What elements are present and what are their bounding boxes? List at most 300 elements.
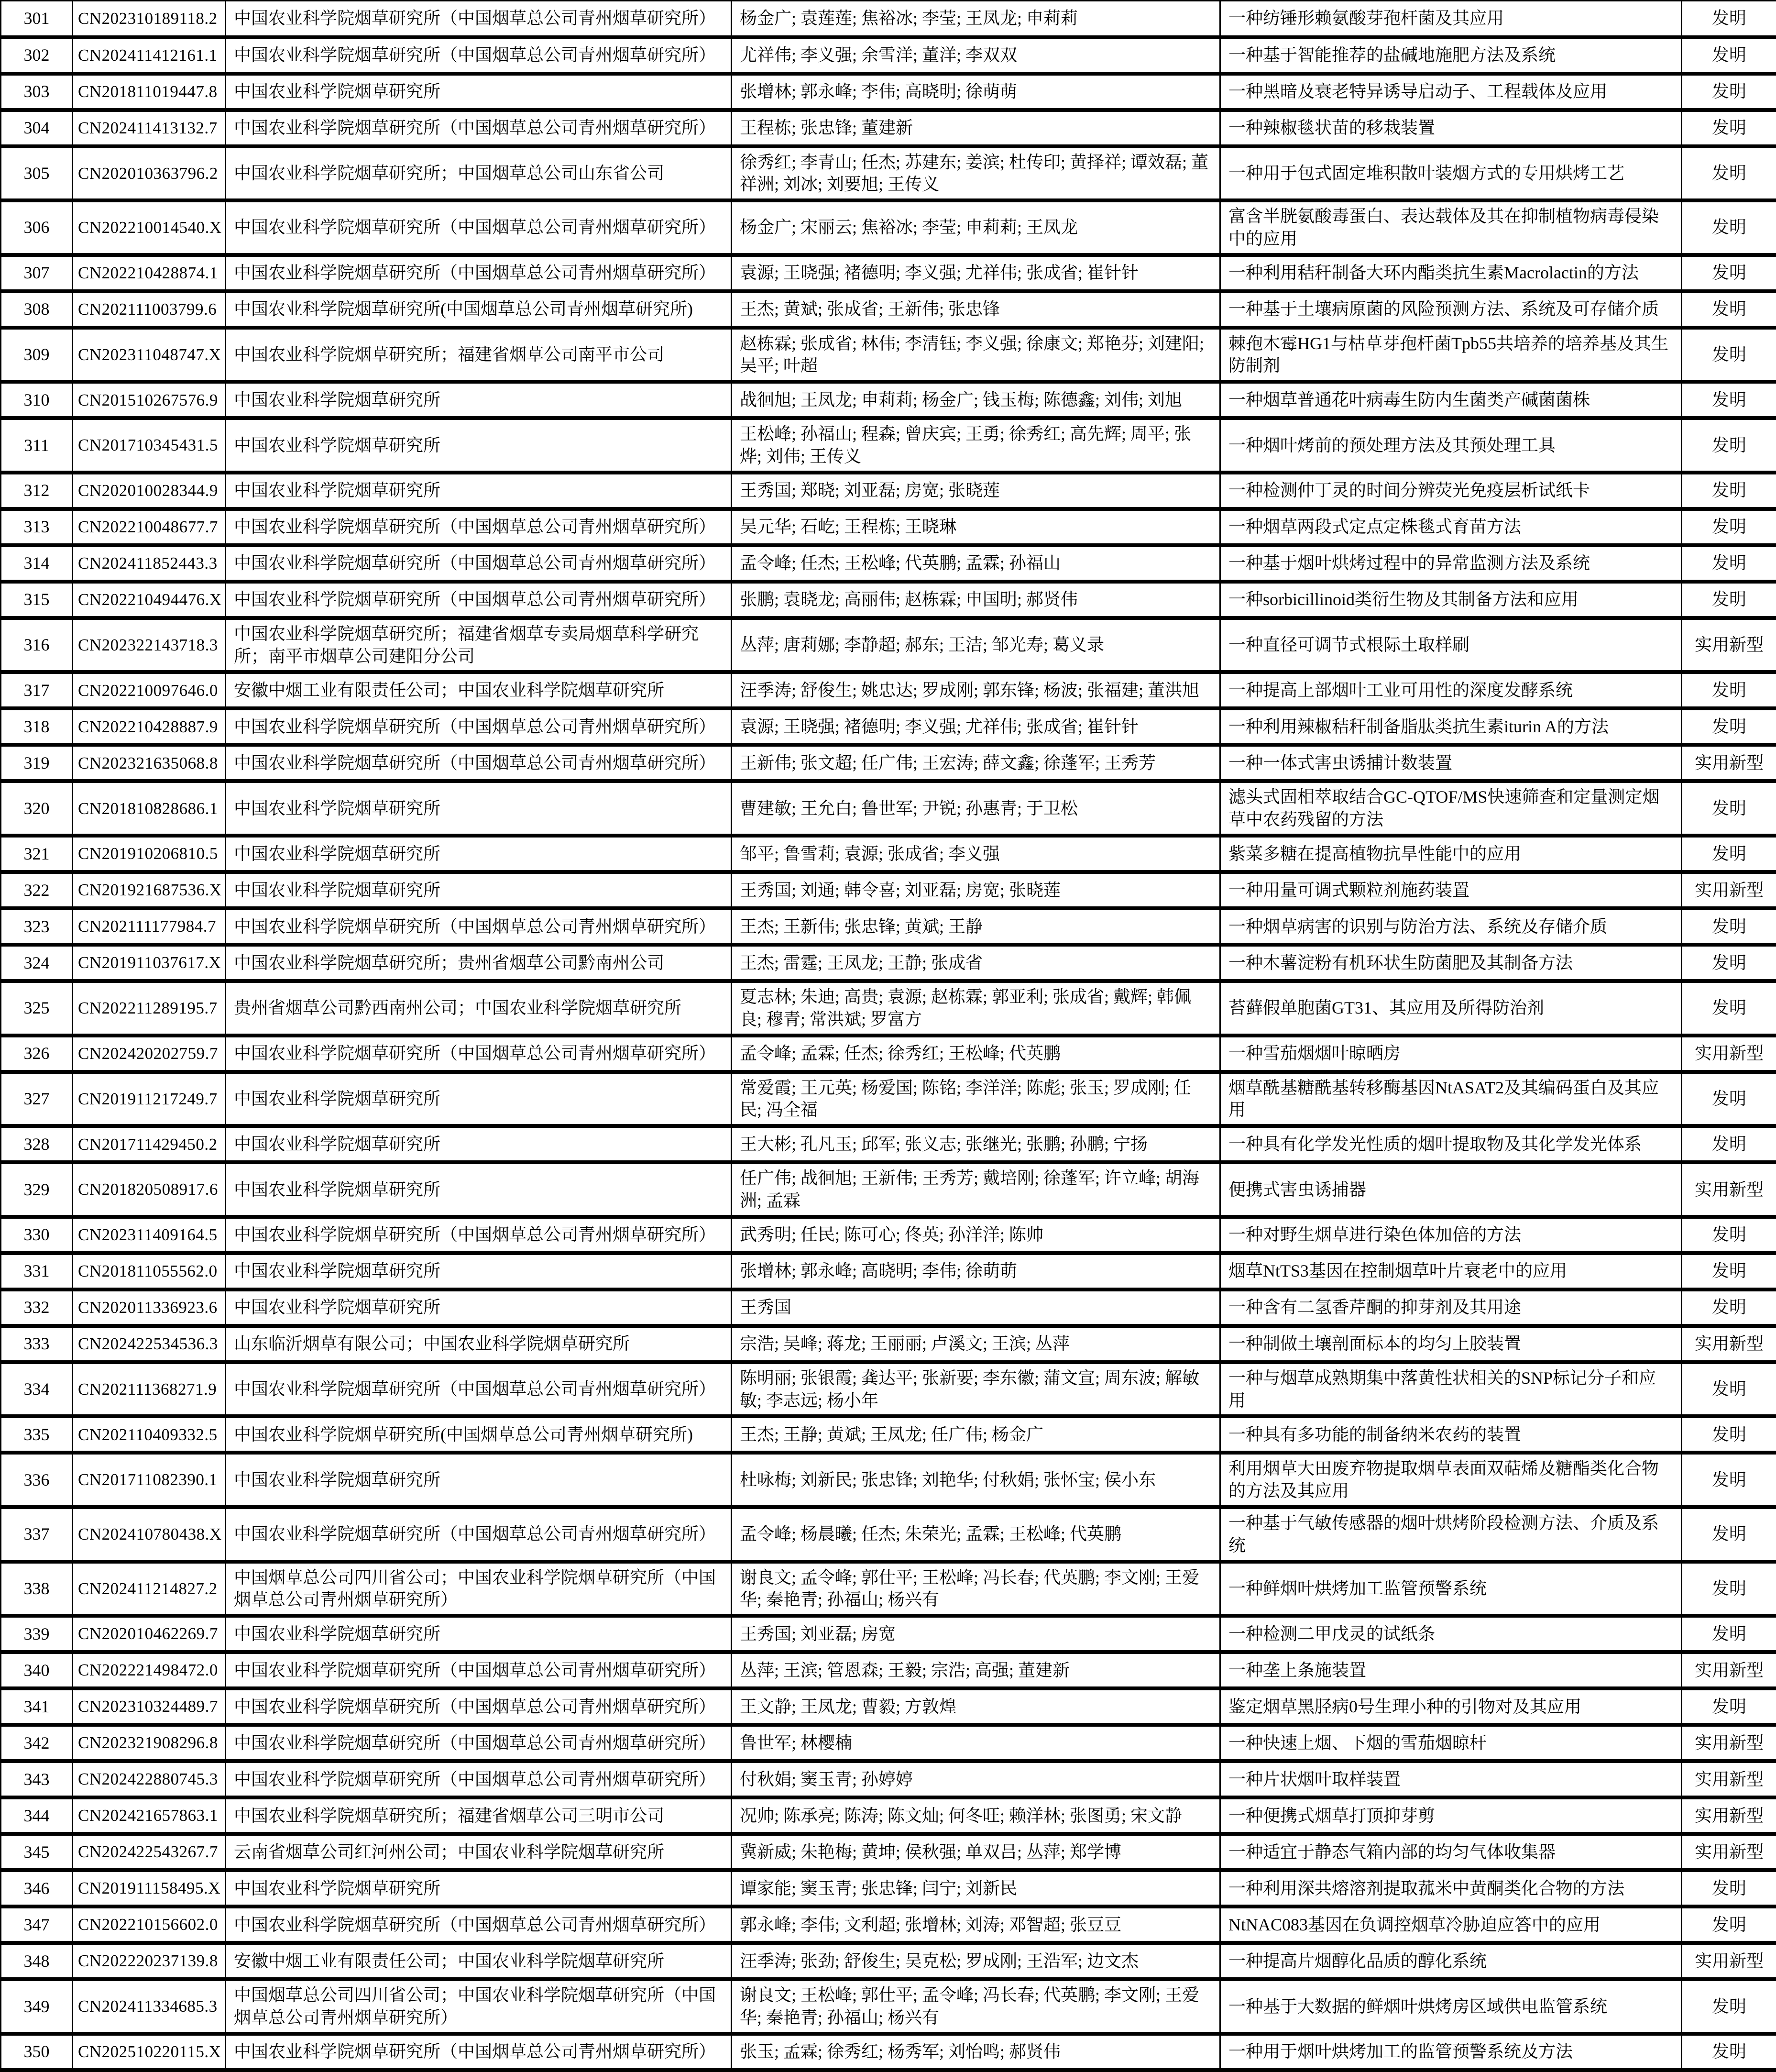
inventors-cell: 袁源; 王晓强; 褚德明; 李义强; 尤祥伟; 张成省; 崔针针 bbox=[732, 255, 1220, 291]
applicant-cell: 安徽中烟工业有限责任公司；中国农业科学院烟草研究所 bbox=[226, 672, 732, 708]
patent-type-cell: 发明 bbox=[1682, 291, 1776, 328]
title-cell: 一种利用辣椒秸秆制备脂肽类抗生素iturin A的方法 bbox=[1220, 708, 1682, 745]
title-cell: 一种便携式烟草打顶抑芽剪 bbox=[1220, 1797, 1682, 1834]
row-number-cell: 310 bbox=[1, 382, 73, 418]
patent-id-cell: CN202422880745.3 bbox=[73, 1761, 226, 1797]
applicant-cell: 中国农业科学院烟草研究所（中国烟草总公司青州烟草研究所） bbox=[226, 1761, 732, 1797]
row-number-cell: 348 bbox=[1, 1943, 73, 1979]
table-row bbox=[1, 1162, 1776, 1217]
patent-type-cell: 发明 bbox=[1682, 1907, 1776, 1943]
row-number-cell: 344 bbox=[1, 1797, 73, 1834]
row-number-cell: 332 bbox=[1, 1289, 73, 1326]
row-number-cell: 345 bbox=[1, 1834, 73, 1870]
table-row bbox=[1, 1036, 1776, 1072]
inventors-cell: 汪季涛; 张劲; 舒俊生; 吴克松; 罗成刚; 王浩军; 边文杰 bbox=[732, 1943, 1220, 1979]
inventors-cell: 赵栋霖; 张成省; 林伟; 李清钰; 李义强; 徐康文; 郑艳芬; 刘建阳; 吴平; 叶超 bbox=[732, 328, 1220, 382]
applicant-cell: 中国农业科学院烟草研究所；中国烟草总公司山东省公司 bbox=[226, 146, 732, 201]
applicant-cell: 云南省烟草公司红河州公司；中国农业科学院烟草研究所 bbox=[226, 1834, 732, 1870]
patent-type-cell: 实用新型 bbox=[1682, 1036, 1776, 1072]
title-cell: 一种基于智能推荐的盐碱地施肥方法及系统 bbox=[1220, 37, 1682, 74]
patent-id-cell: CN201910206810.5 bbox=[73, 836, 226, 872]
patent-type-cell: 发明 bbox=[1682, 836, 1776, 872]
title-cell: 一种垄上条施装置 bbox=[1220, 1652, 1682, 1688]
table-row bbox=[1, 1217, 1776, 1253]
patent-id-cell: CN202210048677.7 bbox=[73, 509, 226, 545]
title-cell: 一种提高上部烟叶工业可用性的深度发酵系统 bbox=[1220, 672, 1682, 708]
row-number-cell: 318 bbox=[1, 708, 73, 745]
table-row bbox=[1, 1725, 1776, 1761]
applicant-cell: 中国烟草总公司四川省公司；中国农业科学院烟草研究所（中国烟草总公司青州烟草研究所） bbox=[226, 1562, 732, 1616]
row-number-cell: 342 bbox=[1, 1725, 73, 1761]
patent-id-cell: CN202010363796.2 bbox=[73, 146, 226, 201]
inventors-cell: 王秀国 bbox=[732, 1289, 1220, 1326]
applicant-cell: 贵州省烟草公司黔西南州公司；中国农业科学院烟草研究所 bbox=[226, 981, 732, 1036]
table-row bbox=[1, 672, 1776, 708]
patent-id-cell: CN202411334685.3 bbox=[73, 1979, 226, 2034]
table-row bbox=[1, 1979, 1776, 2034]
patent-type-cell: 实用新型 bbox=[1682, 1943, 1776, 1979]
patent-id-cell: CN201711082390.1 bbox=[73, 1453, 226, 1507]
table-row bbox=[1, 1507, 1776, 1562]
patent-id-cell: CN202211289195.7 bbox=[73, 981, 226, 1036]
row-number-cell: 323 bbox=[1, 908, 73, 945]
inventors-cell: 王杰; 王静; 黄斌; 王凤龙; 任广伟; 杨金广 bbox=[732, 1416, 1220, 1453]
patent-id-cell: CN202110409332.5 bbox=[73, 1416, 226, 1453]
applicant-cell: 中国农业科学院烟草研究所 bbox=[226, 382, 732, 418]
title-cell: 一种直径可调节式根际土取样刷 bbox=[1220, 618, 1682, 672]
inventors-cell: 王秀国; 刘通; 韩令喜; 刘亚磊; 房宽; 张晓莲 bbox=[732, 872, 1220, 908]
title-cell: 一种与烟草成熟期集中落黄性状相关的SNP标记分子和应用 bbox=[1220, 1362, 1682, 1417]
patent-type-cell: 实用新型 bbox=[1682, 1326, 1776, 1362]
applicant-cell: 中国农业科学院烟草研究所 bbox=[226, 473, 732, 509]
row-number-cell: 333 bbox=[1, 1326, 73, 1362]
title-cell: 一种烟叶烤前的预处理方法及其预处理工具 bbox=[1220, 418, 1682, 473]
inventors-cell: 谢良文; 王松峰; 郭仕平; 孟令峰; 冯长春; 代英鹏; 李文刚; 王爱华; 秦艳青; 孙福山; 杨兴有 bbox=[732, 1979, 1220, 2034]
applicant-cell: 中国农业科学院烟草研究所（中国烟草总公司青州烟草研究所） bbox=[226, 2034, 732, 2070]
inventors-cell: 王杰; 王新伟; 张忠锋; 黄斌; 王静 bbox=[732, 908, 1220, 945]
title-cell: 一种检测二甲戊灵的试纸条 bbox=[1220, 1616, 1682, 1652]
patent-type-cell: 实用新型 bbox=[1682, 1797, 1776, 1834]
table-row bbox=[1, 1289, 1776, 1326]
table-row bbox=[1, 328, 1776, 382]
table-row bbox=[1, 1126, 1776, 1162]
patent-type-cell: 实用新型 bbox=[1682, 1834, 1776, 1870]
inventors-cell: 尤祥伟; 李义强; 余雪洋; 董洋; 李双双 bbox=[732, 37, 1220, 74]
patent-table-body bbox=[1, 1, 1776, 2070]
table-row bbox=[1, 1834, 1776, 1870]
table-row bbox=[1, 781, 1776, 836]
applicant-cell: 中国烟草总公司四川省公司；中国农业科学院烟草研究所（中国烟草总公司青州烟草研究所） bbox=[226, 1979, 732, 2034]
applicant-cell: 中国农业科学院烟草研究所 bbox=[226, 1253, 732, 1289]
inventors-cell: 王秀国; 郑晓; 刘亚磊; 房宽; 张晓莲 bbox=[732, 473, 1220, 509]
table-row bbox=[1, 418, 1776, 473]
patent-type-cell: 发明 bbox=[1682, 328, 1776, 382]
patent-id-cell: CN201921687536.X bbox=[73, 872, 226, 908]
inventors-cell: 张玉; 孟霖; 徐秀红; 杨秀军; 刘怡鸣; 郝贤伟 bbox=[732, 2034, 1220, 2070]
inventors-cell: 孟令峰; 任杰; 王松峰; 代英鹏; 孟霖; 孙福山 bbox=[732, 545, 1220, 582]
table-row bbox=[1, 291, 1776, 328]
table-row bbox=[1, 708, 1776, 745]
table-row bbox=[1, 146, 1776, 201]
patent-type-cell: 发明 bbox=[1682, 945, 1776, 981]
inventors-cell: 徐秀红; 李青山; 任杰; 苏建东; 姜滨; 杜传印; 黄择祥; 谭效磊; 董祥洲; 刘冰; 刘要旭; 王传义 bbox=[732, 146, 1220, 201]
patent-type-cell: 发明 bbox=[1682, 1362, 1776, 1417]
patent-type-cell: 发明 bbox=[1682, 672, 1776, 708]
table-row bbox=[1, 1616, 1776, 1652]
applicant-cell: 中国农业科学院烟草研究所（中国烟草总公司青州烟草研究所） bbox=[226, 745, 732, 781]
title-cell: 一种片状烟叶取样装置 bbox=[1220, 1761, 1682, 1797]
inventors-cell: 战徊旭; 王凤龙; 申莉莉; 杨金广; 钱玉梅; 陈德鑫; 刘伟; 刘旭 bbox=[732, 382, 1220, 418]
patent-type-cell: 发明 bbox=[1682, 1453, 1776, 1507]
patent-id-cell: CN202210156602.0 bbox=[73, 1907, 226, 1943]
table-row bbox=[1, 74, 1776, 110]
patent-type-cell: 发明 bbox=[1682, 1688, 1776, 1725]
inventors-cell: 谭家能; 窦玉青; 张忠锋; 闫宁; 刘新民 bbox=[732, 1870, 1220, 1907]
applicant-cell: 中国农业科学院烟草研究所 bbox=[226, 1289, 732, 1326]
patent-id-cell: CN202010462269.7 bbox=[73, 1616, 226, 1652]
applicant-cell: 中国农业科学院烟草研究所（中国烟草总公司青州烟草研究所） bbox=[226, 708, 732, 745]
patent-type-cell: 发明 bbox=[1682, 418, 1776, 473]
inventors-cell: 冀新威; 朱艳梅; 黄坤; 侯秋强; 单双吕; 丛萍; 郑学博 bbox=[732, 1834, 1220, 1870]
patent-id-cell: CN202010028344.9 bbox=[73, 473, 226, 509]
row-number-cell: 303 bbox=[1, 74, 73, 110]
table-row bbox=[1, 200, 1776, 255]
patent-id-cell: CN202322143718.3 bbox=[73, 618, 226, 672]
row-number-cell: 308 bbox=[1, 291, 73, 328]
title-cell: 烟草NtTS3基因在控制烟草叶片衰老中的应用 bbox=[1220, 1253, 1682, 1289]
patent-type-cell: 发明 bbox=[1682, 1562, 1776, 1616]
table-row bbox=[1, 110, 1776, 146]
title-cell: 一种用量可调式颗粒剂施药装置 bbox=[1220, 872, 1682, 908]
row-number-cell: 330 bbox=[1, 1217, 73, 1253]
inventors-cell: 杨金广; 袁莲莲; 焦裕冰; 李莹; 王凤龙; 申莉莉 bbox=[732, 1, 1220, 37]
table-row bbox=[1, 382, 1776, 418]
patent-type-cell: 发明 bbox=[1682, 255, 1776, 291]
row-number-cell: 347 bbox=[1, 1907, 73, 1943]
applicant-cell: 中国农业科学院烟草研究所（中国烟草总公司青州烟草研究所） bbox=[226, 545, 732, 582]
applicant-cell: 中国农业科学院烟草研究所 bbox=[226, 1453, 732, 1507]
inventors-cell: 王秀国; 刘亚磊; 房宽 bbox=[732, 1616, 1220, 1652]
patent-id-cell: CN202420202759.7 bbox=[73, 1036, 226, 1072]
title-cell: 一种具有化学发光性质的烟叶提取物及其化学发光体系 bbox=[1220, 1126, 1682, 1162]
table-row bbox=[1, 945, 1776, 981]
title-cell: NtNAC083基因在负调控烟草冷胁迫应答中的应用 bbox=[1220, 1907, 1682, 1943]
patent-id-cell: CN201710345431.5 bbox=[73, 418, 226, 473]
row-number-cell: 309 bbox=[1, 328, 73, 382]
patent-id-cell: CN201911217249.7 bbox=[73, 1072, 226, 1126]
title-cell: 鉴定烟草黑胫病0号生理小种的引物对及其应用 bbox=[1220, 1688, 1682, 1725]
patent-id-cell: CN202422534536.3 bbox=[73, 1326, 226, 1362]
applicant-cell: 山东临沂烟草有限公司；中国农业科学院烟草研究所 bbox=[226, 1326, 732, 1362]
inventors-cell: 鲁世军; 林樱楠 bbox=[732, 1725, 1220, 1761]
applicant-cell: 中国农业科学院烟草研究所 bbox=[226, 418, 732, 473]
inventors-cell: 武秀明; 任民; 陈可心; 佟英; 孙洋洋; 陈帅 bbox=[732, 1217, 1220, 1253]
table-row bbox=[1, 1, 1776, 37]
patent-id-cell: CN202411214827.2 bbox=[73, 1562, 226, 1616]
inventors-cell: 杜咏梅; 刘新民; 张忠锋; 刘艳华; 付秋娟; 张怀宝; 侯小东 bbox=[732, 1453, 1220, 1507]
applicant-cell: 中国农业科学院烟草研究所 bbox=[226, 781, 732, 836]
title-cell: 一种制做土壤剖面标本的均匀上胶装置 bbox=[1220, 1326, 1682, 1362]
patent-id-cell: CN201820508917.6 bbox=[73, 1162, 226, 1217]
row-number-cell: 329 bbox=[1, 1162, 73, 1217]
table-row bbox=[1, 1416, 1776, 1453]
patent-type-cell: 发明 bbox=[1682, 1253, 1776, 1289]
inventors-cell: 王杰; 黄斌; 张成省; 王新伟; 张忠锋 bbox=[732, 291, 1220, 328]
inventors-cell: 夏志林; 朱迪; 高贵; 袁源; 赵栋霖; 郭亚利; 张成省; 戴辉; 韩佩良; 穆青; 常洪斌; 罗富方 bbox=[732, 981, 1220, 1036]
row-number-cell: 349 bbox=[1, 1979, 73, 2034]
applicant-cell: 中国农业科学院烟草研究所 bbox=[226, 74, 732, 110]
patent-id-cell: CN202011336923.6 bbox=[73, 1289, 226, 1326]
patent-type-cell: 发明 bbox=[1682, 1072, 1776, 1126]
applicant-cell: 中国农业科学院烟草研究所（中国烟草总公司青州烟草研究所） bbox=[226, 1907, 732, 1943]
applicant-cell: 中国农业科学院烟草研究所 bbox=[226, 1072, 732, 1126]
patent-id-cell: CN202321635068.8 bbox=[73, 745, 226, 781]
patent-type-cell: 发明 bbox=[1682, 1870, 1776, 1907]
title-cell: 一种快速上烟、下烟的雪茄烟晾杆 bbox=[1220, 1725, 1682, 1761]
inventors-cell: 张增林; 郭永峰; 李伟; 高晓明; 徐萌萌 bbox=[732, 74, 1220, 110]
table-row bbox=[1, 1652, 1776, 1688]
title-cell: 烟草酰基糖酰基转移酶基因NtASAT2及其编码蛋白及其应用 bbox=[1220, 1072, 1682, 1126]
applicant-cell: 中国农业科学院烟草研究所（中国烟草总公司青州烟草研究所） bbox=[226, 582, 732, 618]
row-number-cell: 328 bbox=[1, 1126, 73, 1162]
patent-type-cell: 发明 bbox=[1682, 37, 1776, 74]
applicant-cell: 中国农业科学院烟草研究所 bbox=[226, 1126, 732, 1162]
row-number-cell: 302 bbox=[1, 37, 73, 74]
row-number-cell: 317 bbox=[1, 672, 73, 708]
title-cell: 一种纺锤形赖氨酸芽孢杆菌及其应用 bbox=[1220, 1, 1682, 37]
applicant-cell: 中国农业科学院烟草研究所（中国烟草总公司青州烟草研究所） bbox=[226, 255, 732, 291]
table-row bbox=[1, 1797, 1776, 1834]
title-cell: 一种利用深共熔溶剂提取菰米中黄酮类化合物的方法 bbox=[1220, 1870, 1682, 1907]
patent-id-cell: CN202111003799.6 bbox=[73, 291, 226, 328]
title-cell: 棘孢木霉HG1与枯草芽孢杆菌Tpb55共培养的培养基及其生防制剂 bbox=[1220, 328, 1682, 382]
table-row bbox=[1, 1688, 1776, 1725]
row-number-cell: 327 bbox=[1, 1072, 73, 1126]
title-cell: 一种具有多功能的制备纳米农药的装置 bbox=[1220, 1416, 1682, 1453]
patent-id-cell: CN202210428887.9 bbox=[73, 708, 226, 745]
patent-id-cell: CN202411852443.3 bbox=[73, 545, 226, 582]
patent-id-cell: CN201810828686.1 bbox=[73, 781, 226, 836]
row-number-cell: 339 bbox=[1, 1616, 73, 1652]
title-cell: 一种基于大数据的鲜烟叶烘烤房区域供电监管系统 bbox=[1220, 1979, 1682, 2034]
title-cell: 一种基于烟叶烘烤过程中的异常监测方法及系统 bbox=[1220, 545, 1682, 582]
row-number-cell: 335 bbox=[1, 1416, 73, 1453]
row-number-cell: 334 bbox=[1, 1362, 73, 1417]
inventors-cell: 王程栋; 张忠锋; 董建新 bbox=[732, 110, 1220, 146]
row-number-cell: 320 bbox=[1, 781, 73, 836]
applicant-cell: 中国农业科学院烟草研究所（中国烟草总公司青州烟草研究所） bbox=[226, 1507, 732, 1562]
title-cell: 一种基于气敏传感器的烟叶烘烤阶段检测方法、介质及系统 bbox=[1220, 1507, 1682, 1562]
applicant-cell: 中国农业科学院烟草研究所；福建省烟草公司南平市公司 bbox=[226, 328, 732, 382]
inventors-cell: 王大彬; 孔凡玉; 邱军; 张义志; 张继光; 张鹏; 孙鹏; 宁扬 bbox=[732, 1126, 1220, 1162]
patent-id-cell: CN202210097646.0 bbox=[73, 672, 226, 708]
applicant-cell: 中国农业科学院烟草研究所（中国烟草总公司青州烟草研究所） bbox=[226, 110, 732, 146]
row-number-cell: 307 bbox=[1, 255, 73, 291]
patent-type-cell: 发明 bbox=[1682, 1979, 1776, 2034]
applicant-cell: 中国农业科学院烟草研究所（中国烟草总公司青州烟草研究所） bbox=[226, 1688, 732, 1725]
title-cell: 一种用于烟叶烘烤加工的监管预警系统及方法 bbox=[1220, 2034, 1682, 2070]
row-number-cell: 306 bbox=[1, 200, 73, 255]
patent-type-cell: 发明 bbox=[1682, 908, 1776, 945]
table-row bbox=[1, 908, 1776, 945]
title-cell: 一种一体式害虫诱捕计数装置 bbox=[1220, 745, 1682, 781]
title-cell: 一种烟草普通花叶病毒生防内生菌类产碱菌菌株 bbox=[1220, 382, 1682, 418]
patent-id-cell: CN201911037617.X bbox=[73, 945, 226, 981]
patent-id-cell: CN202421657863.1 bbox=[73, 1797, 226, 1834]
patent-type-cell: 实用新型 bbox=[1682, 1162, 1776, 1217]
patent-id-cell: CN201811055562.0 bbox=[73, 1253, 226, 1289]
title-cell: 一种含有二氢香芹酮的抑芽剂及其用途 bbox=[1220, 1289, 1682, 1326]
inventors-cell: 宗浩; 吴峰; 蒋龙; 王丽丽; 卢溪文; 王滨; 丛萍 bbox=[732, 1326, 1220, 1362]
row-number-cell: 341 bbox=[1, 1688, 73, 1725]
patent-id-cell: CN201811019447.8 bbox=[73, 74, 226, 110]
inventors-cell: 丛萍; 唐莉娜; 李静超; 郝东; 王洁; 邹光寿; 葛义录 bbox=[732, 618, 1220, 672]
patent-id-cell: CN201711429450.2 bbox=[73, 1126, 226, 1162]
applicant-cell: 中国农业科学院烟草研究所（中国烟草总公司青州烟草研究所） bbox=[226, 1652, 732, 1688]
table-row bbox=[1, 255, 1776, 291]
applicant-cell: 中国农业科学院烟草研究所；福建省烟草专卖局烟草科学研究所；南平市烟草公司建阳分公司 bbox=[226, 618, 732, 672]
patent-type-cell: 发明 bbox=[1682, 200, 1776, 255]
inventors-cell: 丛萍; 王滨; 管恩森; 王毅; 宗浩; 高强; 董建新 bbox=[732, 1652, 1220, 1688]
patent-id-cell: CN202411413132.7 bbox=[73, 110, 226, 146]
inventors-cell: 汪季涛; 舒俊生; 姚忠达; 罗成刚; 郭东锋; 杨波; 张福建; 董洪旭 bbox=[732, 672, 1220, 708]
row-number-cell: 322 bbox=[1, 872, 73, 908]
applicant-cell: 中国农业科学院烟草研究所；贵州省烟草公司黔南州公司 bbox=[226, 945, 732, 981]
patent-type-cell: 实用新型 bbox=[1682, 872, 1776, 908]
row-number-cell: 313 bbox=[1, 509, 73, 545]
title-cell: 一种鲜烟叶烘烤加工监管预警系统 bbox=[1220, 1562, 1682, 1616]
row-number-cell: 337 bbox=[1, 1507, 73, 1562]
row-number-cell: 326 bbox=[1, 1036, 73, 1072]
title-cell: 苔藓假单胞菌GT31、其应用及所得防治剂 bbox=[1220, 981, 1682, 1036]
patent-id-cell: CN202410780438.X bbox=[73, 1507, 226, 1562]
patent-id-cell: CN201911158495.X bbox=[73, 1870, 226, 1907]
inventors-cell: 袁源; 王晓强; 褚德明; 李义强; 尤祥伟; 张成省; 崔针针 bbox=[732, 708, 1220, 745]
patent-id-cell: CN202310189118.2 bbox=[73, 1, 226, 37]
title-cell: 一种木薯淀粉有机环状生防菌肥及其制备方法 bbox=[1220, 945, 1682, 981]
row-number-cell: 336 bbox=[1, 1453, 73, 1507]
patent-type-cell: 发明 bbox=[1682, 110, 1776, 146]
patent-id-cell: CN202210494476.X bbox=[73, 582, 226, 618]
row-number-cell: 319 bbox=[1, 745, 73, 781]
patent-type-cell: 发明 bbox=[1682, 1, 1776, 37]
patent-type-cell: 发明 bbox=[1682, 1289, 1776, 1326]
table-row bbox=[1, 836, 1776, 872]
row-number-cell: 343 bbox=[1, 1761, 73, 1797]
applicant-cell: 中国农业科学院烟草研究所（中国烟草总公司青州烟草研究所） bbox=[226, 1217, 732, 1253]
patent-type-cell: 实用新型 bbox=[1682, 745, 1776, 781]
inventors-cell: 吴元华; 石屹; 王程栋; 王晓琳 bbox=[732, 509, 1220, 545]
applicant-cell: 中国农业科学院烟草研究所（中国烟草总公司青州烟草研究所） bbox=[226, 509, 732, 545]
applicant-cell: 中国农业科学院烟草研究所(中国烟草总公司青州烟草研究所) bbox=[226, 1416, 732, 1453]
table-row bbox=[1, 2034, 1776, 2070]
patent-type-cell: 发明 bbox=[1682, 708, 1776, 745]
row-number-cell: 315 bbox=[1, 582, 73, 618]
row-number-cell: 301 bbox=[1, 1, 73, 37]
row-number-cell: 316 bbox=[1, 618, 73, 672]
inventors-cell: 谢良文; 孟令峰; 郭仕平; 王松峰; 冯长春; 代英鹏; 李文刚; 王爱华; 秦艳青; 孙福山; 杨兴有 bbox=[732, 1562, 1220, 1616]
table-row bbox=[1, 473, 1776, 509]
patent-id-cell: CN202411412161.1 bbox=[73, 37, 226, 74]
title-cell: 一种检测仲丁灵的时间分辨荧光免疫层析试纸卡 bbox=[1220, 473, 1682, 509]
applicant-cell: 中国农业科学院烟草研究所；福建省烟草公司三明市公司 bbox=[226, 1797, 732, 1834]
row-number-cell: 325 bbox=[1, 981, 73, 1036]
patent-id-cell: CN202310324489.7 bbox=[73, 1688, 226, 1725]
title-cell: 一种用于包式固定堆积散叶装烟方式的专用烘烤工艺 bbox=[1220, 146, 1682, 201]
applicant-cell: 中国农业科学院烟草研究所（中国烟草总公司青州烟草研究所） bbox=[226, 908, 732, 945]
table-row bbox=[1, 1326, 1776, 1362]
title-cell: 滤头式固相萃取结合GC-QTOF/MS快速筛查和定量测定烟草中农药残留的方法 bbox=[1220, 781, 1682, 836]
patent-type-cell: 发明 bbox=[1682, 582, 1776, 618]
title-cell: 一种sorbicillinoid类衍生物及其制备方法和应用 bbox=[1220, 582, 1682, 618]
title-cell: 利用烟草大田废弃物提取烟草表面双萜烯及糖酯类化合物的方法及其应用 bbox=[1220, 1453, 1682, 1507]
row-number-cell: 314 bbox=[1, 545, 73, 582]
row-number-cell: 324 bbox=[1, 945, 73, 981]
title-cell: 一种烟草病害的识别与防治方法、系统及存储介质 bbox=[1220, 908, 1682, 945]
patent-type-cell: 发明 bbox=[1682, 1507, 1776, 1562]
title-cell: 一种黑暗及衰老特异诱导启动子、工程载体及应用 bbox=[1220, 74, 1682, 110]
applicant-cell: 中国农业科学院烟草研究所（中国烟草总公司青州烟草研究所） bbox=[226, 1036, 732, 1072]
patent-type-cell: 发明 bbox=[1682, 2034, 1776, 2070]
title-cell: 一种对野生烟草进行染色体加倍的方法 bbox=[1220, 1217, 1682, 1253]
patent-id-cell: CN202220237139.8 bbox=[73, 1943, 226, 1979]
table-row bbox=[1, 1761, 1776, 1797]
patent-type-cell: 发明 bbox=[1682, 473, 1776, 509]
title-cell: 一种雪茄烟烟叶晾晒房 bbox=[1220, 1036, 1682, 1072]
patent-type-cell: 实用新型 bbox=[1682, 1761, 1776, 1797]
title-cell: 紫菜多糖在提高植物抗旱性能中的应用 bbox=[1220, 836, 1682, 872]
row-number-cell: 305 bbox=[1, 146, 73, 201]
patent-type-cell: 发明 bbox=[1682, 545, 1776, 582]
inventors-cell: 张增林; 郭永峰; 高晓明; 李伟; 徐萌萌 bbox=[732, 1253, 1220, 1289]
applicant-cell: 安徽中烟工业有限责任公司；中国农业科学院烟草研究所 bbox=[226, 1943, 732, 1979]
inventors-cell: 王新伟; 张文超; 任广伟; 王宏涛; 薛文鑫; 徐蓬军; 王秀芳 bbox=[732, 745, 1220, 781]
table-row bbox=[1, 981, 1776, 1036]
applicant-cell: 中国农业科学院烟草研究所 bbox=[226, 1162, 732, 1217]
patent-type-cell: 实用新型 bbox=[1682, 1725, 1776, 1761]
row-number-cell: 312 bbox=[1, 473, 73, 509]
inventors-cell: 张鹏; 袁晓龙; 高丽伟; 赵栋霖; 申国明; 郝贤伟 bbox=[732, 582, 1220, 618]
inventors-cell: 王文静; 王凤龙; 曹毅; 方敦煌 bbox=[732, 1688, 1220, 1725]
title-cell: 一种辣椒毯状苗的移栽装置 bbox=[1220, 110, 1682, 146]
patent-id-cell: CN202422543267.7 bbox=[73, 1834, 226, 1870]
applicant-cell: 中国农业科学院烟草研究所 bbox=[226, 836, 732, 872]
table-row bbox=[1, 872, 1776, 908]
inventors-cell: 孟令峰; 孟霖; 任杰; 徐秀红; 王松峰; 代英鹏 bbox=[732, 1036, 1220, 1072]
patent-type-cell: 发明 bbox=[1682, 981, 1776, 1036]
patent-type-cell: 发明 bbox=[1682, 1416, 1776, 1453]
inventors-cell: 杨金广; 宋丽云; 焦裕冰; 李莹; 申莉莉; 王凤龙 bbox=[732, 200, 1220, 255]
applicant-cell: 中国农业科学院烟草研究所（中国烟草总公司青州烟草研究所） bbox=[226, 1362, 732, 1417]
row-number-cell: 340 bbox=[1, 1652, 73, 1688]
table-row bbox=[1, 1907, 1776, 1943]
inventors-cell: 常爱霞; 王元英; 杨爱国; 陈铭; 李洋洋; 陈彪; 张玉; 罗成刚; 任民; 冯全福 bbox=[732, 1072, 1220, 1126]
title-cell: 一种基于土壤病原菌的风险预测方法、系统及可存储介质 bbox=[1220, 291, 1682, 328]
patent-type-cell: 发明 bbox=[1682, 509, 1776, 545]
table-row bbox=[1, 618, 1776, 672]
patent-type-cell: 发明 bbox=[1682, 1126, 1776, 1162]
title-cell: 一种提高片烟醇化品质的醇化系统 bbox=[1220, 1943, 1682, 1979]
row-number-cell: 311 bbox=[1, 418, 73, 473]
patent-type-cell: 发明 bbox=[1682, 781, 1776, 836]
patent-id-cell: CN201510267576.9 bbox=[73, 382, 226, 418]
patent-id-cell: CN202111177984.7 bbox=[73, 908, 226, 945]
table-row bbox=[1, 1562, 1776, 1616]
row-number-cell: 331 bbox=[1, 1253, 73, 1289]
table-row bbox=[1, 745, 1776, 781]
applicant-cell: 中国农业科学院烟草研究所 bbox=[226, 1870, 732, 1907]
patent-type-cell: 发明 bbox=[1682, 74, 1776, 110]
